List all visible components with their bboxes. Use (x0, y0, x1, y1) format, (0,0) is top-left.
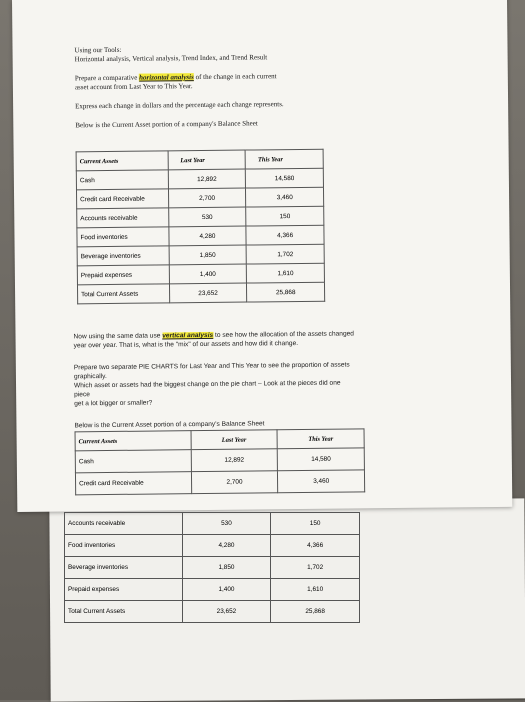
intro-line-2: Horizontal analysis, Vertical analysis, Trend Index, and Trend Result (74, 53, 268, 64)
table-row (77, 244, 324, 266)
cash-this-year: 14,580 (246, 168, 324, 188)
table-row (65, 601, 360, 623)
middle-line-6: piece (74, 391, 90, 399)
middle-line-7: get a lot bigger or smaller? (74, 399, 153, 408)
middle-line-8: Below is the Current Asset portion of a company's Balance Sheet (74, 420, 265, 430)
prepaid-this-year: 1,610 (247, 263, 325, 283)
row-label-credit-card: Credit card Receivable (76, 189, 168, 209)
header-this-year: This Year (245, 149, 323, 169)
food2-this-year: 4,366 (271, 535, 360, 557)
horizontal-analysis-highlight: horizontal analysis (139, 73, 194, 82)
table-row (76, 168, 323, 190)
total-last-year: 23,652 (169, 283, 247, 303)
row-label-accounts-receivable: Accounts receivable (77, 208, 169, 228)
credit-last-year: 2,700 (168, 188, 246, 208)
ar-last-year: 530 (168, 207, 246, 227)
table-row (65, 557, 360, 579)
table-row (65, 513, 360, 535)
prepaid2-this-year: 1,610 (271, 579, 360, 601)
middle-line-5: Which asset or assets had the biggest change on the pie chart – Look at the pieces did one (74, 379, 341, 390)
paper-sheet-top (12, 0, 512, 512)
intro-line-3-a: Prepare a comparative (74, 73, 140, 83)
prepaid-last-year: 1,400 (169, 264, 247, 284)
intro-line-1: Using our Tools: (74, 45, 122, 55)
middle-line-3: Prepare two separate PIE CHARTS for Last Year and This Year to see the proportion of assets (73, 361, 350, 372)
row2-label-food-inventories: Food inventories (65, 535, 183, 557)
total2-last-year: 23,652 (182, 601, 271, 623)
table-row (65, 535, 360, 557)
credit-this-year: 3,460 (246, 187, 324, 207)
row2-label-prepaid-expenses: Prepaid expenses (65, 579, 183, 601)
header-current-assets: Current Assets (76, 151, 168, 171)
row2-label-cash: Cash (75, 450, 191, 473)
food-last-year: 4,280 (169, 226, 247, 246)
table-row (77, 263, 324, 285)
row-label-food-inventories: Food inventories (77, 227, 169, 247)
table-row (65, 579, 360, 601)
middle-line-2: year over year. That is, what is the "mix" of our assets and how did it change. (73, 340, 299, 350)
food-this-year: 4,366 (246, 225, 324, 245)
current-assets-table-2-continued (64, 512, 360, 623)
intro-line-4: asset account from Last Year to This Year. (74, 82, 193, 92)
row-label-total-current-assets: Total Current Assets (77, 284, 169, 304)
vertical-analysis-highlight: vertical analysis (162, 331, 214, 340)
credit2-last-year: 2,700 (191, 471, 278, 494)
credit2-this-year: 3,460 (278, 470, 365, 493)
intro-line-3-c: of the change in each current (193, 72, 277, 82)
prepaid2-last-year: 1,400 (182, 579, 271, 601)
row-label-cash: Cash (76, 170, 168, 190)
table-row (75, 470, 364, 495)
cash2-last-year: 12,892 (191, 449, 278, 472)
intro-line-5: Express each change in dollars and the percentage each change represents. (75, 100, 284, 111)
table-header-row (76, 149, 323, 171)
header-last-year: Last Year (168, 150, 246, 170)
total-this-year: 25,868 (247, 282, 325, 302)
bev-last-year: 1,850 (169, 245, 247, 265)
row2-label-accounts-receivable: Accounts receivable (65, 513, 183, 535)
table-row (75, 448, 364, 473)
total2-this-year: 25,868 (271, 601, 360, 623)
table-row (76, 187, 323, 209)
table-row (77, 206, 324, 228)
row2-label-beverage-inventories: Beverage inventories (65, 557, 183, 579)
cash-last-year: 12,892 (168, 169, 246, 189)
header2-last-year: Last Year (191, 430, 278, 450)
row-label-prepaid-expenses: Prepaid expenses (77, 265, 169, 285)
cash2-this-year: 14,580 (278, 448, 365, 471)
current-assets-table-2 (75, 428, 366, 495)
row-label-beverage-inventories: Beverage inventories (77, 246, 169, 266)
bev2-last-year: 1,850 (182, 557, 271, 579)
table-row (77, 225, 324, 247)
middle-line-4: graphically. (73, 373, 107, 381)
header2-this-year: This Year (277, 429, 364, 449)
middle-line-1-a: Now using the same data use (73, 332, 163, 341)
intro-line-3 (75, 72, 277, 82)
header2-current-assets: Current Assets (75, 431, 191, 451)
middle-line-1 (73, 330, 353, 340)
food2-last-year: 4,280 (182, 535, 271, 557)
ar2-this-year: 150 (271, 513, 360, 535)
bev-this-year: 1,702 (246, 244, 324, 264)
row2-label-credit-card: Credit card Receivable (75, 472, 191, 495)
intro-line-6: Below is the Current Asset portion of a company's Balance Sheet (75, 119, 258, 130)
ar2-last-year: 530 (182, 513, 271, 535)
ar-this-year: 150 (246, 206, 324, 226)
current-assets-table-1 (76, 149, 326, 305)
bev2-this-year: 1,702 (271, 557, 360, 579)
middle-line-1-c: to see how the allocation of the assets changed (213, 330, 354, 339)
row2-label-total-current-assets: Total Current Assets (65, 601, 183, 623)
table-row (77, 282, 324, 304)
